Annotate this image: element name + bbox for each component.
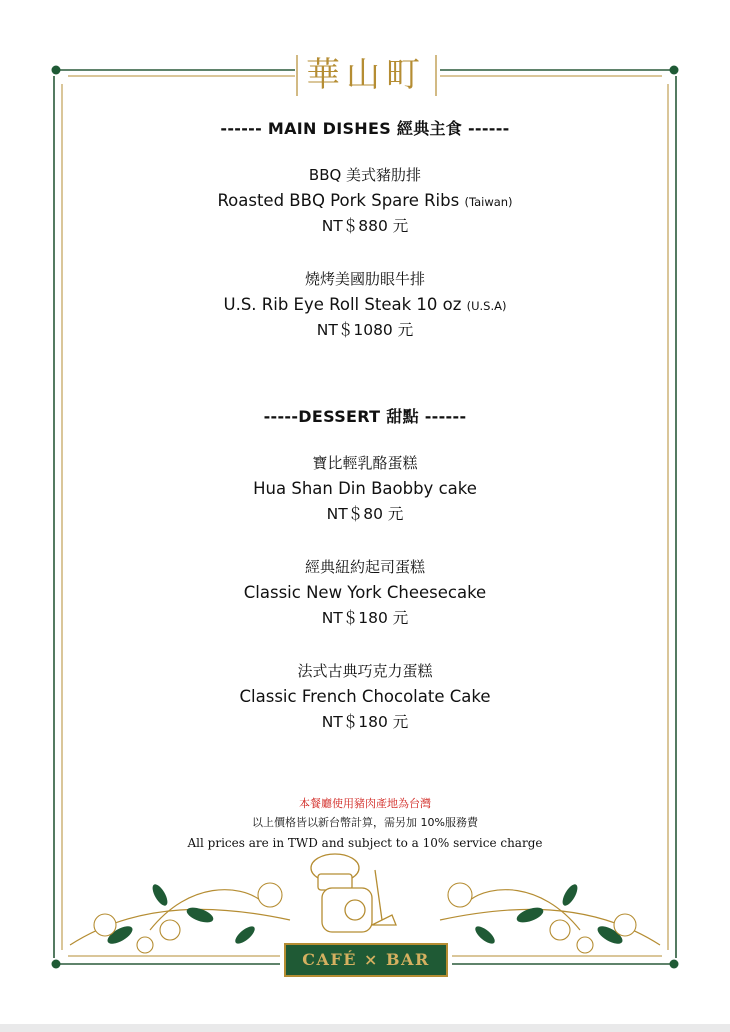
item-price: NT＄180 元: [321, 713, 409, 731]
item-name-en: Hua Shan Din Baobby cake: [253, 479, 477, 498]
item-name-en: Classic French Chocolate Cake: [239, 687, 491, 706]
item-price: NT＄1080 元: [316, 321, 414, 339]
item-origin: (Taiwan): [464, 195, 513, 209]
item-name-zh: 燒烤美國肋眼牛排: [304, 270, 425, 288]
pork-origin-note: 本餐廳使用豬肉產地為台灣: [299, 797, 431, 810]
item-name-en: Classic New York Cheesecake: [243, 583, 487, 602]
section-heading-main-dishes: ------ MAIN DISHES 經典主食 ------: [220, 119, 510, 138]
cafe-bar-badge: CAFÉ × BAR: [284, 943, 448, 977]
menu-item: [0, 266, 730, 342]
item-name-zh: 經典紐約起司蛋糕: [304, 558, 425, 576]
item-name-zh: 寶比輕乳酪蛋糕: [312, 454, 418, 472]
menu-item: [0, 658, 730, 734]
menu-notes: [0, 795, 730, 853]
menu-item: [0, 162, 730, 238]
item-name-zh: BBQ 美式豬肋排: [308, 166, 422, 184]
chef-mascot-icon: [311, 854, 396, 932]
item-price: NT＄880 元: [321, 217, 409, 235]
section-heading-dessert: -----DESSERT 甜點 ------: [263, 407, 467, 426]
item-name-en: Roasted BBQ Pork Spare Ribs (Taiwan): [217, 191, 513, 210]
restaurant-logo: 華山町: [306, 55, 426, 95]
item-origin: (U.S.A): [466, 299, 507, 313]
price-note-zh: 以上價格皆以新台幣計算，需另加 10%服務費: [252, 816, 478, 829]
floral-ornament: [70, 890, 660, 945]
menu-item: [0, 554, 730, 630]
menu-item: [0, 450, 730, 526]
price-note-en: All prices are in TWD and subject to a 10% service charge: [187, 836, 543, 850]
page-bottom-strip: [0, 1024, 730, 1032]
item-name-en: U.S. Rib Eye Roll Steak 10 oz (U.S.A): [223, 295, 507, 314]
item-price: NT＄180 元: [321, 609, 409, 627]
item-name-zh: 法式古典巧克力蛋糕: [297, 662, 433, 680]
item-price: NT＄80 元: [326, 505, 404, 523]
